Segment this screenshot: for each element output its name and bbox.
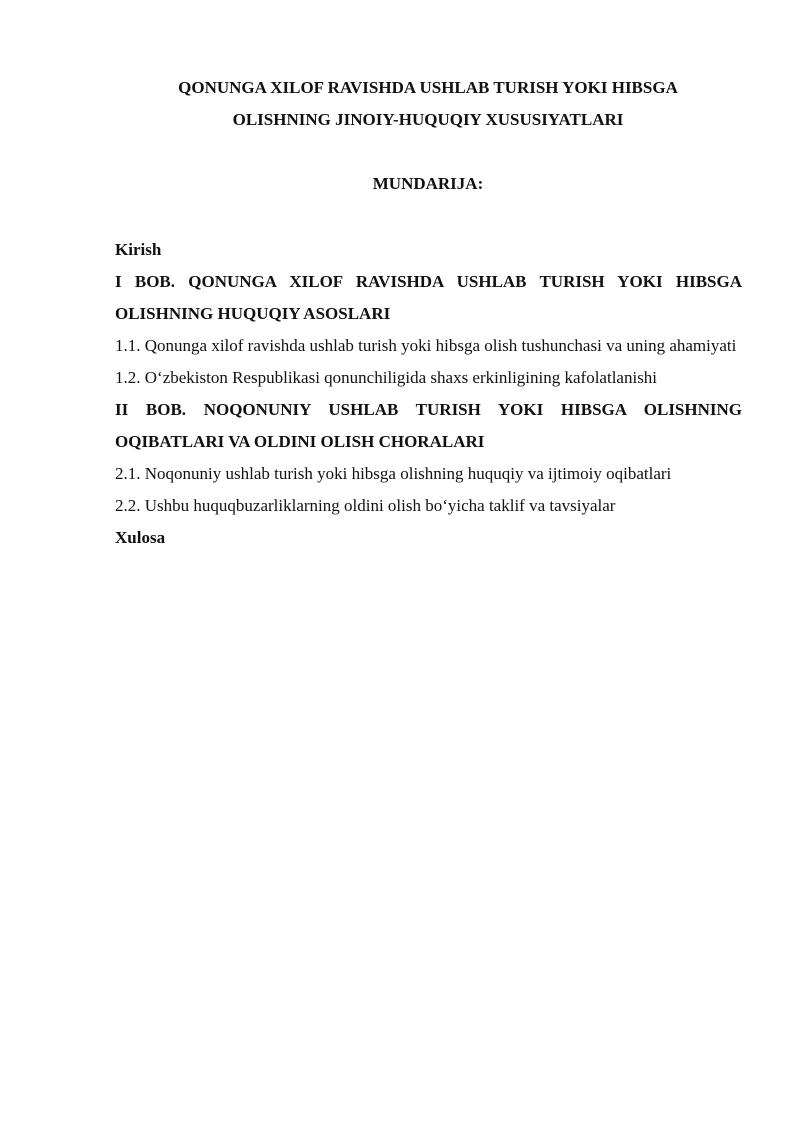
toc-item-section-1-2: 1.2. O‘zbekiston Respublikasi qonunchiligida shaxs erkinligining kafolatlanishi xyxy=(115,368,658,387)
title-line-1: QONUNGA XILOF RAVISHDA USHLAB TURISH YOKI HIBSGA xyxy=(178,78,678,97)
toc-item-section-2-2: 2.2. Ushbu huquqbuzarliklarning oldini olish bo‘yicha taklif va tavsiyalar xyxy=(115,496,616,515)
toc-item-chapter-1: I BOB. QONUNGA XILOF RAVISHDA USHLAB TURISH YOKI HIBSGA OLISHNING HUQUQIY ASOSLARI xyxy=(115,272,742,323)
contents-heading: MUNDARIJA: xyxy=(372,174,484,193)
toc-item-section-1-1: 1.1. Qonunga xilof ravishda ushlab turish yoki hibsga olish tushunchasi va uning ahamiyati xyxy=(115,336,737,355)
toc-item-section-2-1: 2.1. Noqonuniy ushlab turish yoki hibsga olishning huquqiy va ijtimoiy oqibatlari xyxy=(115,464,672,483)
toc-item-introduction: Kirish xyxy=(115,240,162,259)
toc-item-conclusion: Xulosa xyxy=(115,528,166,547)
document-title xyxy=(60,72,796,136)
toc-item-chapter-2: II BOB. NOQONUNIY USHLAB TURISH YOKI HIBSGA OLISHNING OQIBATLARI VA OLDINI OLISH CHORALARI xyxy=(115,400,742,451)
table-of-contents xyxy=(115,234,742,554)
title-line-2: OLISHNING JINOIY-HUQUQIY XUSUSIYATLARI xyxy=(232,110,624,129)
